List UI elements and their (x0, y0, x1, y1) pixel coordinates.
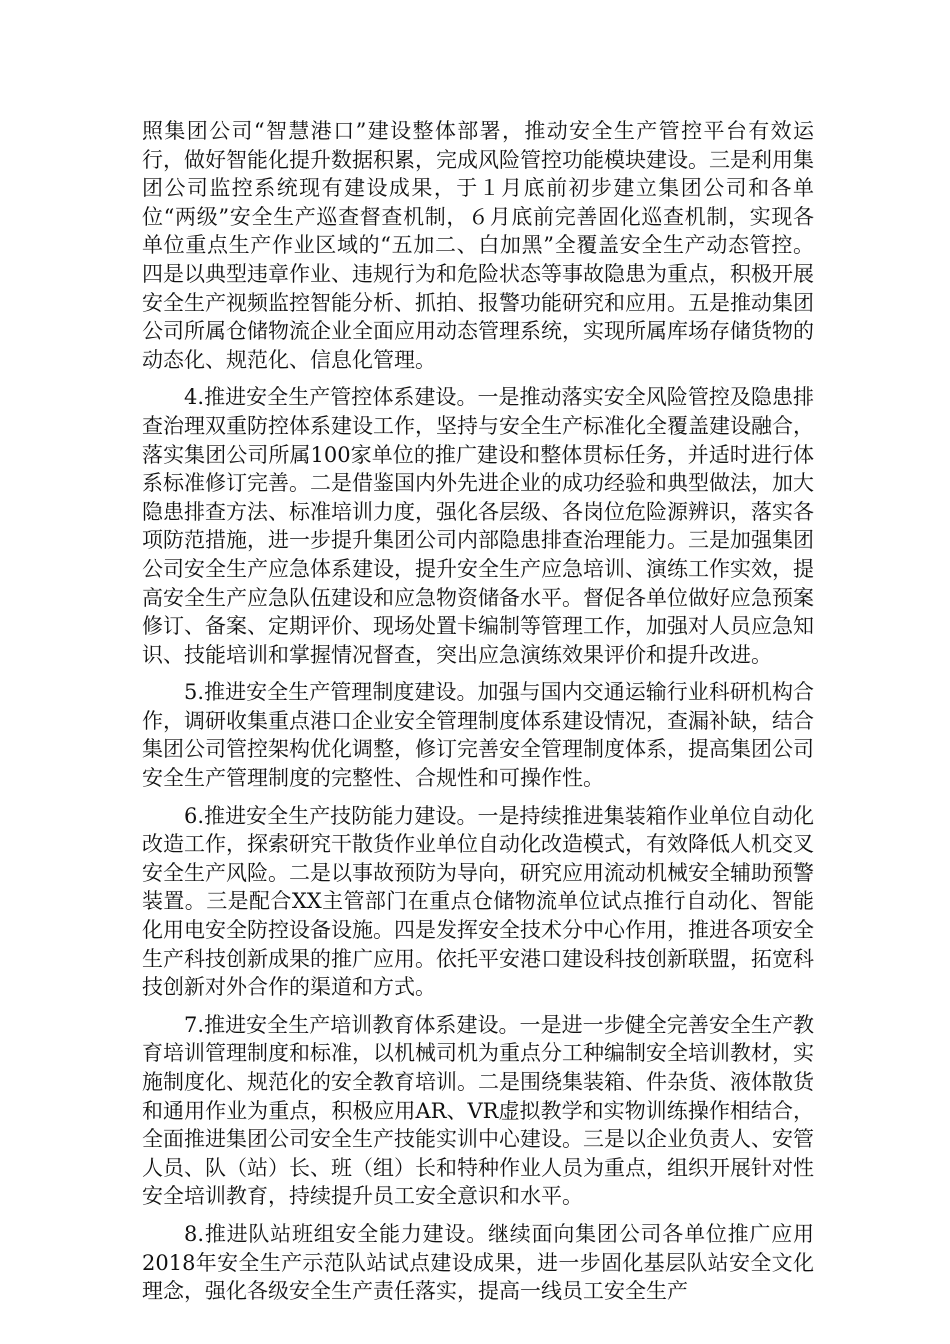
paragraph-continuation: 照集团公司“智慧港口”建设整体部署，推动安全生产管控平台有效运行，做好智能化提升数据积累，完成风险管控功能模块建设。三是利用集团公司监控系统现有建设成果，于１月底前初步建立集团公司和各单位“两级”安全生产巡查督查机制，６月底前完善固化巡查机制，实现各单位重点生产作业区域的“五加二、白加黑”全覆盖安全生产动态管控。四是以典型违章作业、违规行为和危险状态等事故隐患为重点，积极开展安全生产视频监控智能分析、抓拍、报警功能研究和应用。五是推动集团公司所属仓储物流企业全面应用动态管理系统，实现所属库场存储货物的动态化、规范化、信息化管理。 (142, 119, 814, 372)
paragraph-7-training-education: 7.推进安全生产培训教育体系建设。一是进一步健全完善安全生产教育培训管理制度和标准，以机械司机为重点分工种编制安全培训教材，实施制度化、规范化的安全教育培训。二是围绕集装箱、件杂货、液体散货和通用作业为重点，积极应用AR、VR虚拟教学和实物训练操作相结合，全面推进集团公司安全生产技能实训中心建设。三是以企业负责人、安管人员、队（站）长、班（组）长和特种作业人员为重点，组织开展针对性安全培训教育，持续提升员工安全意识和水平。 (142, 1012, 814, 1209)
paragraph-5-management-rules: 5.推进安全生产管理制度建设。加强与国内交通运输行业科研机构合作，调研收集重点港口企业安全管理制度体系建设情况，查漏补缺，结合集团公司管控架构优化调整，修订完善安全管理制度体系，提高集团公司安全生产管理制度的完整性、合规性和可操作性。 (142, 680, 814, 791)
paragraph-8-team-capacity: 8.推进队站班组安全能力建设。继续面向集团公司各单位推广应用2018年安全生产示范队站试点建设成果，进一步固化基层队站安全文化理念，强化各级安全生产责任落实，提高一线员工安全生产 (142, 1221, 814, 1304)
paragraph-4-control-system: 4.推进安全生产管控体系建设。一是推动落实安全风险管控及隐患排查治理双重防控体系建设工作，坚持与安全生产标准化全覆盖建设融合，落实集团公司所属100家单位的推广建设和整体贯标任务，并适时进行体系标准修订完善。二是借鉴国内外先进企业的成功经验和典型做法，加大隐患排查方法、标准培训力度，强化各层级、各岗位危险源辨识，落实各项防范措施，进一步提升集团公司内部隐患排查治理能力。三是加强集团公司安全生产应急体系建设，提升安全生产应急培训、演练工作实效，提高安全生产应急队伍建设和应急物资储备水平。督促各单位做好应急预案修订、备案、定期评价、现场处置卡编制等管理工作，加强对人员应急知识、技能培训和掌握情况督查，突出应急演练效果评价和提升改进。 (142, 385, 814, 667)
document-body (142, 117, 814, 1315)
paragraph-6-technical-prevention: 6.推进安全生产技防能力建设。一是持续推进集装箱作业单位自动化改造工作，探索研究干散货作业单位自动化改造模式，有效降低人机交叉安全生产风险。二是以事故预防为导向，研究应用流动机械安全辅助预警装置。三是配合XX主管部门在重点仓储物流单位试点推行自动化、智能化用电安全防控设备设施。四是发挥安全技术分中心作用，推进各项安全生产科技创新成果的推广应用。依托平安港口建设科技创新联盟，拓宽科技创新对外合作的渠道和方式。 (142, 803, 814, 1000)
